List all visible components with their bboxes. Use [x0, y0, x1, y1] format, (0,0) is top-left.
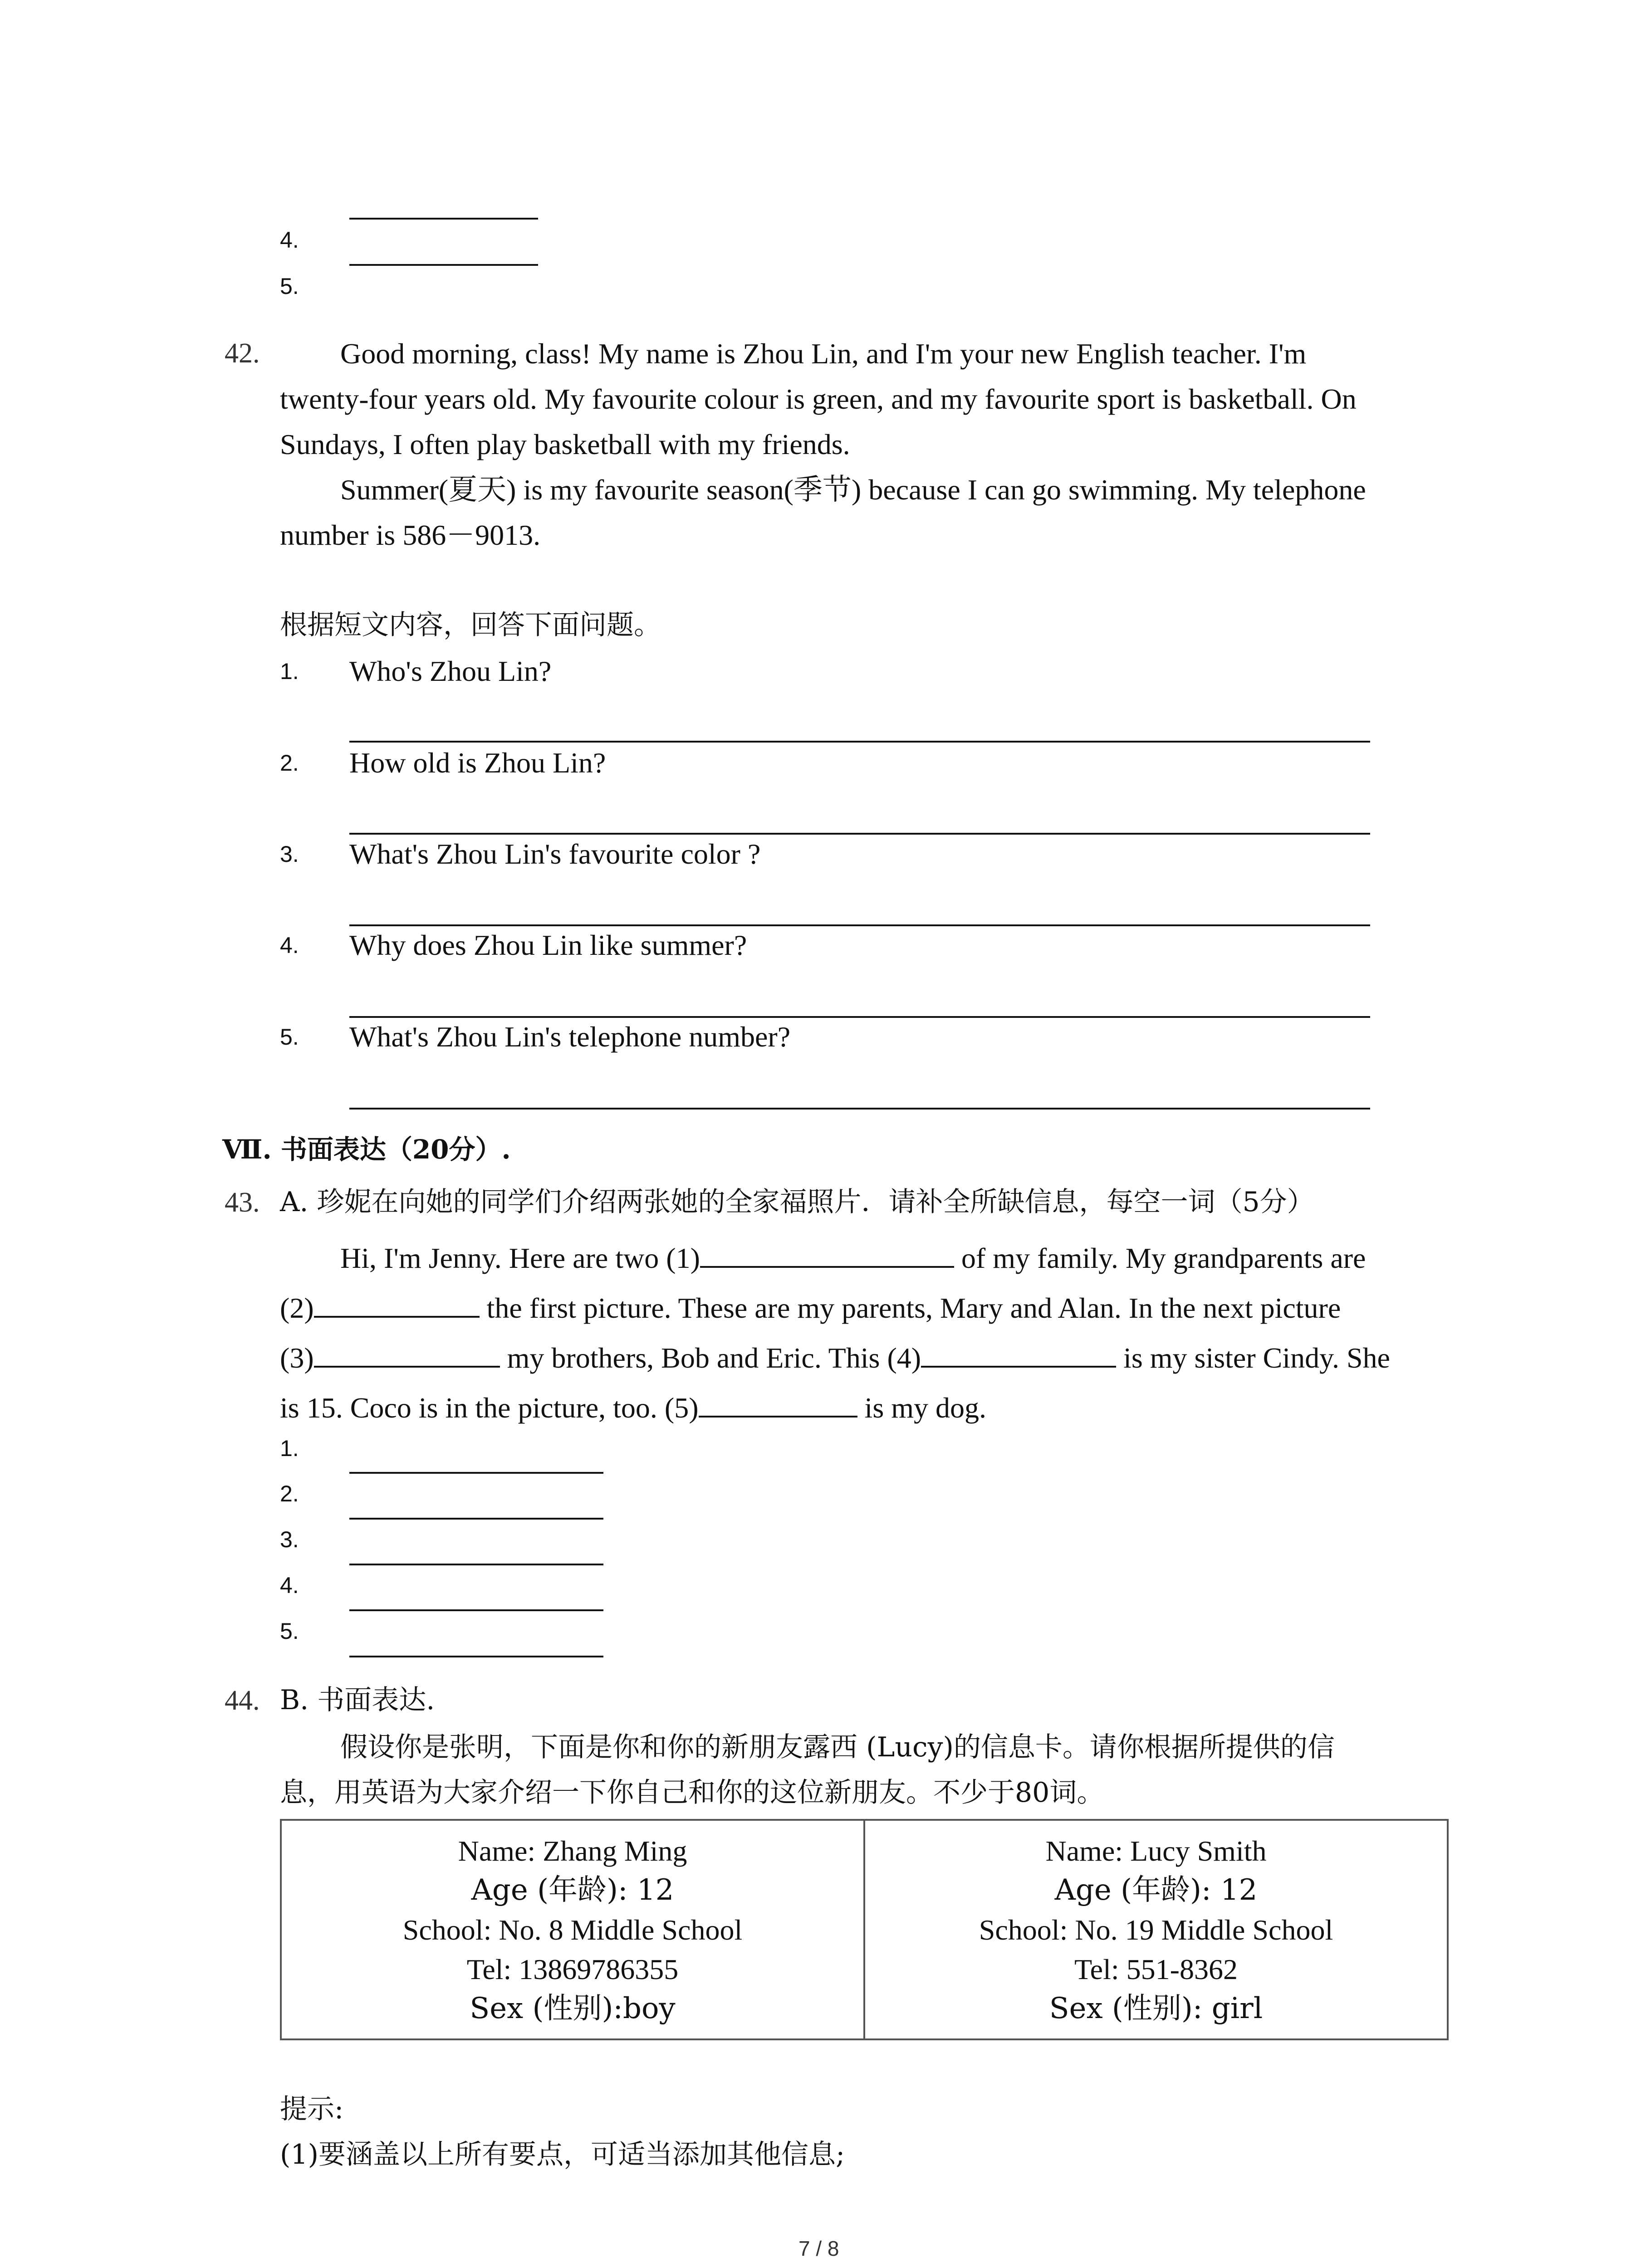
answer-num-5: 5. — [280, 274, 299, 299]
q43-answer-num-4: 4. — [280, 1573, 299, 1598]
q43-line3-part-b: my brothers, Bob and Eric. This (4) — [507, 1342, 921, 1374]
question-number-44: 44. — [225, 1685, 260, 1716]
q44-prompt-line1: 假设你是张明，下面是你和你的新朋友露西 (Lucy)的信息卡。请你根据所提供的信 — [340, 1731, 1335, 1763]
q43-line3-part-c: is my sister Cindy. She — [1123, 1342, 1390, 1374]
lucy-age: Age (年龄): 12 — [1054, 1873, 1258, 1907]
question-number-42: 42. — [225, 338, 260, 369]
q43-answer-num-5: 5. — [280, 1618, 299, 1644]
q42-answer-line-3[interactable] — [349, 924, 1370, 926]
q42-paragraph1-line3: Sundays, I often play basketball with my friends. — [280, 428, 850, 460]
q43-blank-1[interactable] — [700, 1241, 954, 1268]
info-card-zhang-ming — [281, 1820, 864, 2039]
q42-question-2-num: 2. — [280, 750, 299, 776]
q43-answer-num-2: 2. — [280, 1481, 299, 1506]
info-card-lucy-smith — [864, 1820, 1448, 2039]
q43-blank-5[interactable] — [699, 1390, 857, 1418]
section-7-title: Ⅶ. 书面表达（20分）. — [222, 1134, 511, 1165]
q43-line4-part-a: is 15. Coco is in the picture, too. (5) — [280, 1392, 699, 1424]
q43-answer-num-1: 1. — [280, 1436, 299, 1461]
q44-hint-title: 提示: — [280, 2093, 344, 2125]
q43-line1-part-a: Hi, I'm Jenny. Here are two (1) — [340, 1242, 700, 1274]
q42-question-3-num: 3. — [280, 841, 299, 867]
q44-hint-1: (1)要涵盖以上所有要点，可适当添加其他信息; — [280, 2139, 845, 2170]
q42-answer-line-2[interactable] — [349, 833, 1370, 835]
q43-answer-num-3: 3. — [280, 1527, 299, 1552]
q42-question-1-text: Who's Zhou Lin? — [349, 655, 552, 687]
q43-line4-part-b: is my dog. — [864, 1392, 986, 1424]
q42-answer-line-4[interactable] — [349, 1016, 1370, 1018]
q43-heading: A. 珍妮在向她的同学们介绍两张她的全家福照片．请补全所缺信息，每空一词（5分） — [280, 1186, 1314, 1218]
question-number-43: 43. — [225, 1187, 260, 1218]
q42-answer-line-1[interactable] — [349, 741, 1370, 743]
q44-heading: B. 书面表达. — [280, 1684, 435, 1716]
q42-paragraph1-line1: Good morning, class! My name is Zhou Lin, and I'm your new English teacher. I'm — [340, 337, 1307, 370]
q43-line1-part-b: of my family. My grandparents are — [961, 1242, 1366, 1274]
lucy-sex: Sex (性别): girl — [1049, 1991, 1263, 2025]
q42-answer-line-5[interactable] — [349, 1108, 1370, 1110]
q42-instruction: 根据短文内容，回答下面问题。 — [280, 609, 661, 641]
q42-question-5-num: 5. — [280, 1024, 299, 1050]
q43-answer-line-3[interactable] — [349, 1564, 603, 1565]
q42-question-3-text: What's Zhou Lin's favourite color ? — [349, 838, 761, 870]
info-card-table — [280, 1819, 1449, 2040]
q43-passage-line4 — [280, 1390, 986, 1422]
q43-passage-line3 — [280, 1340, 1390, 1373]
lucy-name: Name: Lucy Smith — [1045, 1834, 1267, 1867]
q43-answer-line-5[interactable] — [349, 1656, 603, 1657]
lucy-tel: Tel: 551-8362 — [1074, 1953, 1238, 1985]
zhang-age: Age (年龄): 12 — [471, 1873, 674, 1907]
q43-line3-part-a: (3) — [280, 1342, 314, 1374]
q43-answer-line-1[interactable] — [349, 1472, 603, 1474]
page-number: 7 / 8 — [798, 2237, 839, 2260]
zhang-name: Name: Zhang Ming — [458, 1834, 687, 1867]
q42-question-4-num: 4. — [280, 933, 299, 958]
q43-blank-4[interactable] — [921, 1340, 1116, 1368]
q42-question-5-text: What's Zhou Lin's telephone number? — [349, 1021, 791, 1053]
zhang-tel: Tel: 13869786355 — [466, 1953, 679, 1985]
q43-blank-3[interactable] — [314, 1340, 500, 1368]
q42-question-1-num: 1. — [280, 659, 299, 684]
lucy-school: School: No. 19 Middle School — [979, 1913, 1333, 1946]
q43-passage-line1 — [340, 1241, 1366, 1273]
q42-question-2-text: How old is Zhou Lin? — [349, 747, 606, 779]
q42-paragraph2-line2: number is 586－9013. — [280, 519, 541, 551]
q43-answer-line-4[interactable] — [349, 1609, 603, 1611]
answer-num-4: 4. — [280, 227, 299, 253]
q43-line2-part-b: the first picture. These are my parents, Mary and Alan. In the next picture — [486, 1292, 1341, 1324]
q43-line2-part-a: (2) — [280, 1292, 314, 1324]
q43-answer-line-2[interactable] — [349, 1518, 603, 1520]
q42-question-4-text: Why does Zhou Lin like summer? — [349, 929, 747, 961]
answer-line-4[interactable] — [349, 264, 538, 266]
q42-paragraph1-line2: twenty-four years old. My favourite colour is green, and my favourite sport is basketball. On — [280, 383, 1357, 415]
q43-blank-2[interactable] — [314, 1290, 480, 1318]
q42-paragraph2-line1: Summer(夏天) is my favourite season(季节) because I can go swimming. My telephone — [340, 474, 1366, 506]
answer-line-3[interactable] — [349, 218, 538, 220]
zhang-sex: Sex (性别):boy — [470, 1991, 676, 2025]
zhang-school: School: No. 8 Middle School — [402, 1913, 743, 1946]
q44-prompt-line2: 息，用英语为大家介绍一下你自己和你的这位新朋友。不少于80词。 — [280, 1777, 1104, 1809]
q43-passage-line2 — [280, 1290, 1341, 1323]
